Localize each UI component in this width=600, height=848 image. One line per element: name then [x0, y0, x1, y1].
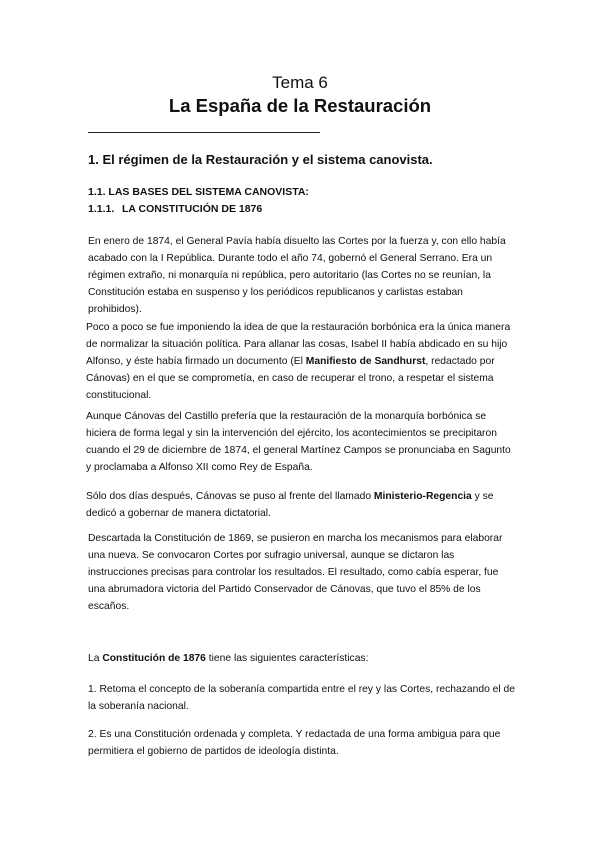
paragraph: En enero de 1874, el General Pavía había disuelto las Cortes por la fuerza y, con ello había acabado con la I República. Durante todo el año 74, gobernó el General Serrano. Era un régimen extraño, ni monarquía ni república, pero autoritario (las Cortes no se reunían, la Constitución estaba en suspenso y los periódicos republicanos y carlistas estaban prohibidos). — [88, 236, 506, 315]
paragraph-text: Sólo dos días después, Cánovas se puso al frente del llamado — [86, 491, 374, 502]
bold-term: Constitución de 1876 — [102, 653, 206, 664]
paragraph-text: y se dedicó a gobernar de manera dictatorial. — [86, 491, 494, 519]
bold-term: Manifiesto de Sandhurst — [305, 356, 426, 367]
subsubsection-title: LA CONSTITUCIÓN DE 1876 — [122, 203, 263, 215]
section-heading: 1. El régimen de la Restauración y el sistema canovista. — [88, 152, 433, 167]
list-item: 2. Es una Constitución ordenada y completa. Y redactada de una forma ambigua para que permitiera el gobierno de partidos de ideología distinta. — [88, 729, 501, 757]
subsubsection-number: 1.1.1. — [88, 203, 115, 215]
paragraph: Descartada la Constitución de 1869, se pusieron en marcha los mecanismos para elaborar una nueva. Se convocaron Cortes por sufragio universal, aunque se dictaron las instrucciones precisas para controlar los resultados. El resultado, como cabía esperar, fue una abrumadora victoria del Partido Conservador de Cánovas, que tuvo el 85% de los escaños. — [88, 533, 503, 612]
paragraph-text: , redactado por Cánovas) en el que se comprometía, en caso de recuperar el trono, a respetar el sistema constitucional. — [86, 356, 495, 401]
bold-term: Ministerio-Regencia — [373, 491, 472, 502]
list-item: 1. Retoma el concepto de la soberanía compartida entre el rey y las Cortes, rechazando el de la soberanía nacional. — [88, 684, 515, 712]
paragraph — [88, 650, 516, 667]
paragraph-text: La — [88, 653, 103, 664]
title-divider — [88, 132, 320, 133]
paragraph — [86, 319, 514, 404]
paragraph — [86, 488, 514, 522]
page-title: La España de la Restauración — [168, 95, 432, 116]
paragraph: Aunque Cánovas del Castillo prefería que la restauración de la monarquía borbónica se hiciera de forma legal y sin la intervención del ejército, los acontecimientos se precipitaron cuando el 29 de diciembre de 1874, el general Martínez Campos se pronunciaba en Sagunto y proclamaba a Alfonso XII como Rey de España. — [86, 411, 511, 473]
paragraph-text: tiene las siguientes características: — [205, 653, 369, 664]
subsection-heading: 1.1. LAS BASES DEL SISTEMA CANOVISTA: — [88, 186, 309, 198]
chapter-label: Tema 6 — [272, 73, 328, 92]
paragraph-text: Poco a poco se fue imponiendo la idea de que la restauración borbónica era la única manera de normalizar la situación política. Para allanar las cosas, Isabel II había abdicado en su hijo Alfonso, y éste había firmado un documento (El — [86, 322, 511, 367]
subsubsection-heading — [88, 203, 262, 215]
